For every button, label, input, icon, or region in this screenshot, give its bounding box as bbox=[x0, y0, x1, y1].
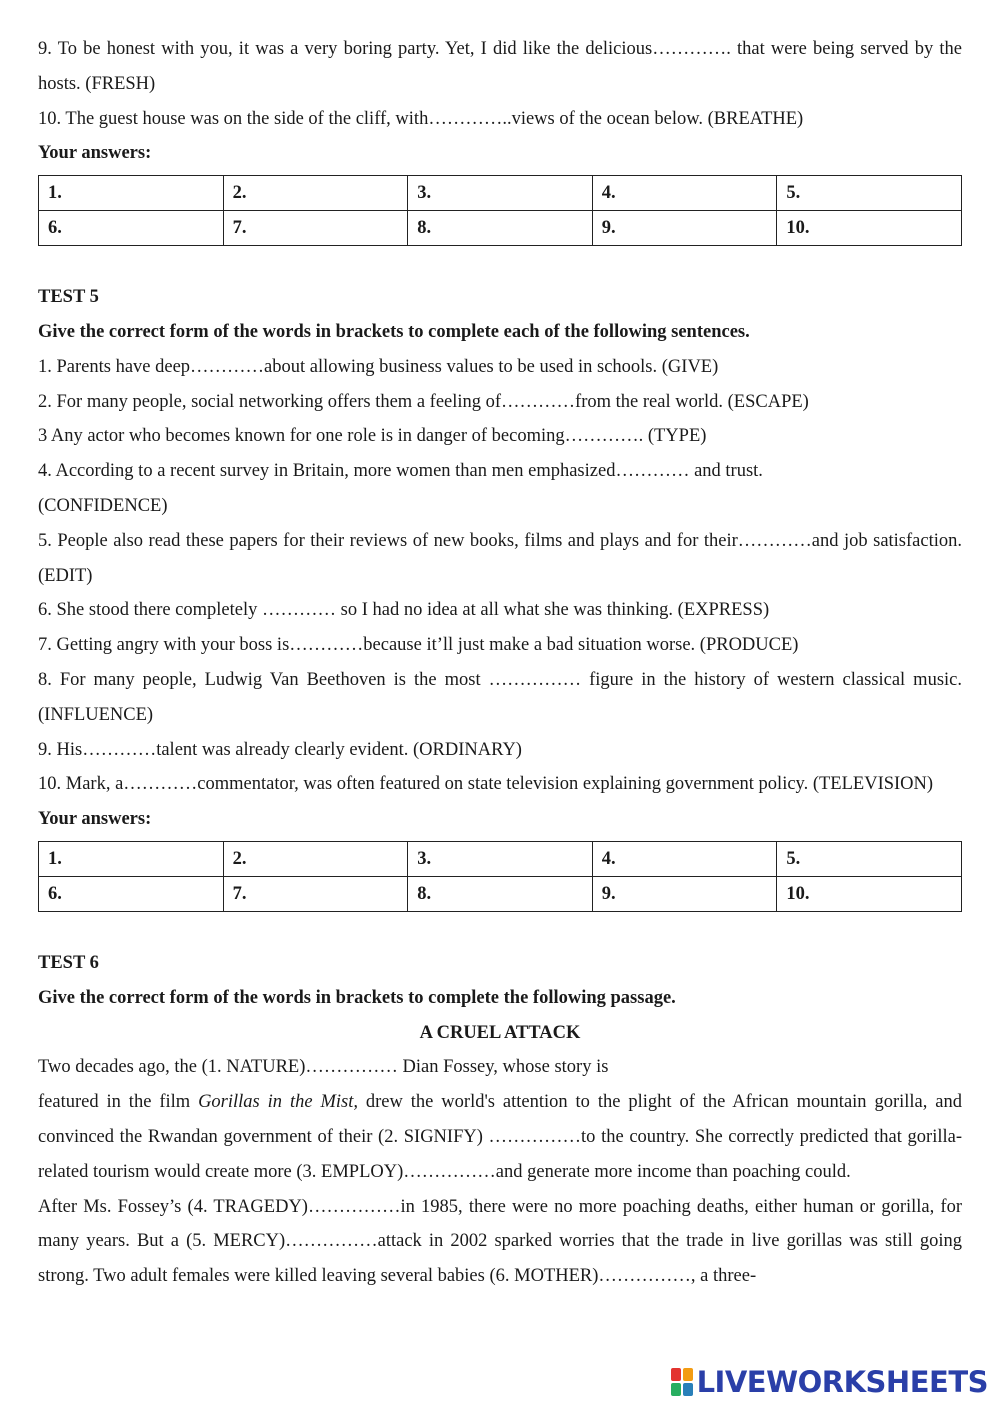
test5-title: TEST 5 bbox=[38, 287, 99, 308]
answer-row bbox=[39, 841, 962, 876]
answer-cell-10[interactable]: 10. bbox=[777, 876, 962, 911]
answer-cell-7[interactable]: 7. bbox=[223, 211, 408, 246]
section-spacer bbox=[38, 246, 962, 280]
answer-cell-9[interactable]: 9. bbox=[592, 211, 777, 246]
answer-cell-9[interactable]: 9. bbox=[592, 876, 777, 911]
test5-answer-table bbox=[38, 841, 962, 912]
answer-cell-2[interactable]: 2. bbox=[223, 841, 408, 876]
test5-question-7: 7. Getting angry with your boss is…………because it’ll just make a bad situation worse. (PRODUCE) bbox=[38, 635, 799, 656]
answer-row bbox=[39, 211, 962, 246]
answer-cell-3[interactable]: 3. bbox=[408, 176, 593, 211]
answer-cell-8[interactable]: 8. bbox=[408, 211, 593, 246]
answer-row bbox=[39, 876, 962, 911]
passage-paragraph-2: After Ms. Fossey’s (4. TRAGEDY)……………in 1985, there were no more poaching deaths, either human or gorilla, for many years. But a (5. MERCY)……………attack in 2002 sparked worries that the trade in live gorillas was still going strong. Two adult females were killed leaving several babies (6. MOTHER)……………, a three- bbox=[38, 1196, 962, 1287]
section-spacer bbox=[38, 912, 962, 946]
test5-answers-label: Your answers: bbox=[38, 809, 152, 830]
answer-cell-6[interactable]: 6. bbox=[39, 876, 224, 911]
test5-question-10: 10. Mark, a…………commentator, was often featured on state television explaining government policy. (TELEVISION) bbox=[38, 774, 934, 795]
worksheet-content bbox=[38, 32, 962, 1294]
liveworksheets-logo-text: LIVEWORKSHEETS bbox=[696, 1365, 988, 1399]
film-title: Gorillas in the Mist, bbox=[198, 1092, 358, 1113]
answer-cell-10[interactable]: 10. bbox=[777, 211, 962, 246]
test6-title: TEST 6 bbox=[38, 952, 99, 973]
test5-question-6: 6. She stood there completely ………… so I had no idea at all what she was thinking. (EXPRESS) bbox=[38, 600, 770, 621]
liveworksheets-logo-icon bbox=[671, 1368, 693, 1396]
test6-instruction: Give the correct form of the words in brackets to complete the following passage. bbox=[38, 987, 676, 1008]
test4-question-10: 10. The guest house was on the side of the cliff, with…………..views of the ocean below. (BREATHE) bbox=[38, 108, 804, 129]
answer-cell-4[interactable]: 4. bbox=[592, 176, 777, 211]
passage-line-1: Two decades ago, the (1. NATURE)…………… Dian Fossey, whose story is bbox=[38, 1057, 609, 1078]
paragraph-text: featured in the film bbox=[38, 1092, 199, 1113]
answer-cell-7[interactable]: 7. bbox=[223, 876, 408, 911]
answer-cell-6[interactable]: 6. bbox=[39, 211, 224, 246]
passage-paragraph-1 bbox=[38, 1085, 962, 1189]
test5-question-9: 9. His…………talent was already clearly evident. (ORDINARY) bbox=[38, 739, 522, 760]
answer-cell-5[interactable]: 5. bbox=[777, 841, 962, 876]
answer-cell-1[interactable]: 1. bbox=[39, 841, 224, 876]
test5-question-2: 2. For many people, social networking offers them a feeling of…………from the real world. (ESCAPE) bbox=[38, 391, 809, 412]
answer-cell-5[interactable]: 5. bbox=[777, 176, 962, 211]
answer-cell-2[interactable]: 2. bbox=[223, 176, 408, 211]
test4-answers-label: Your answers: bbox=[38, 143, 152, 164]
test5-question-5: 5. People also read these papers for their reviews of new books, films and plays and for their…………and job satisfaction. (EDIT) bbox=[38, 530, 962, 586]
liveworksheets-logo bbox=[671, 1364, 988, 1400]
test5-question-3: 3 Any actor who becomes known for one role is in danger of becoming…………. (TYPE) bbox=[38, 426, 707, 447]
test5-question-1: 1. Parents have deep…………about allowing business values to be used in schools. (GIVE) bbox=[38, 356, 719, 377]
passage-title: A CRUEL ATTACK bbox=[419, 1022, 581, 1043]
answer-row bbox=[39, 176, 962, 211]
test4-answer-table bbox=[38, 175, 962, 246]
test4-question-9: 9. To be honest with you, it was a very boring party. Yet, I did like the delicious…………. that were being served by the hosts. (FRESH) bbox=[38, 39, 962, 94]
answer-cell-4[interactable]: 4. bbox=[592, 841, 777, 876]
test5-question-8: 8. For many people, Ludwig Van Beethoven is the most …………… figure in the history of western classical music. (INFLUENCE) bbox=[38, 669, 962, 725]
test5-question-4: 4. According to a recent survey in Britain, more women than men emphasized………… and trust. (CONFIDENCE) bbox=[38, 461, 763, 516]
paragraph-text: drew the world's attention to the plight of the African mountain gorilla, and convinced the Rwandan government of their (2. SIGNIFY) ……………to the country. She correctly predicted that gorilla-related tourism would create more (3. EMPLOY)……………and generate more income than poaching could. bbox=[38, 1092, 962, 1182]
answer-cell-3[interactable]: 3. bbox=[408, 841, 593, 876]
answer-cell-1[interactable]: 1. bbox=[39, 176, 224, 211]
answer-cell-8[interactable]: 8. bbox=[408, 876, 593, 911]
test5-instruction: Give the correct form of the words in brackets to complete each of the following sentences. bbox=[38, 321, 750, 342]
